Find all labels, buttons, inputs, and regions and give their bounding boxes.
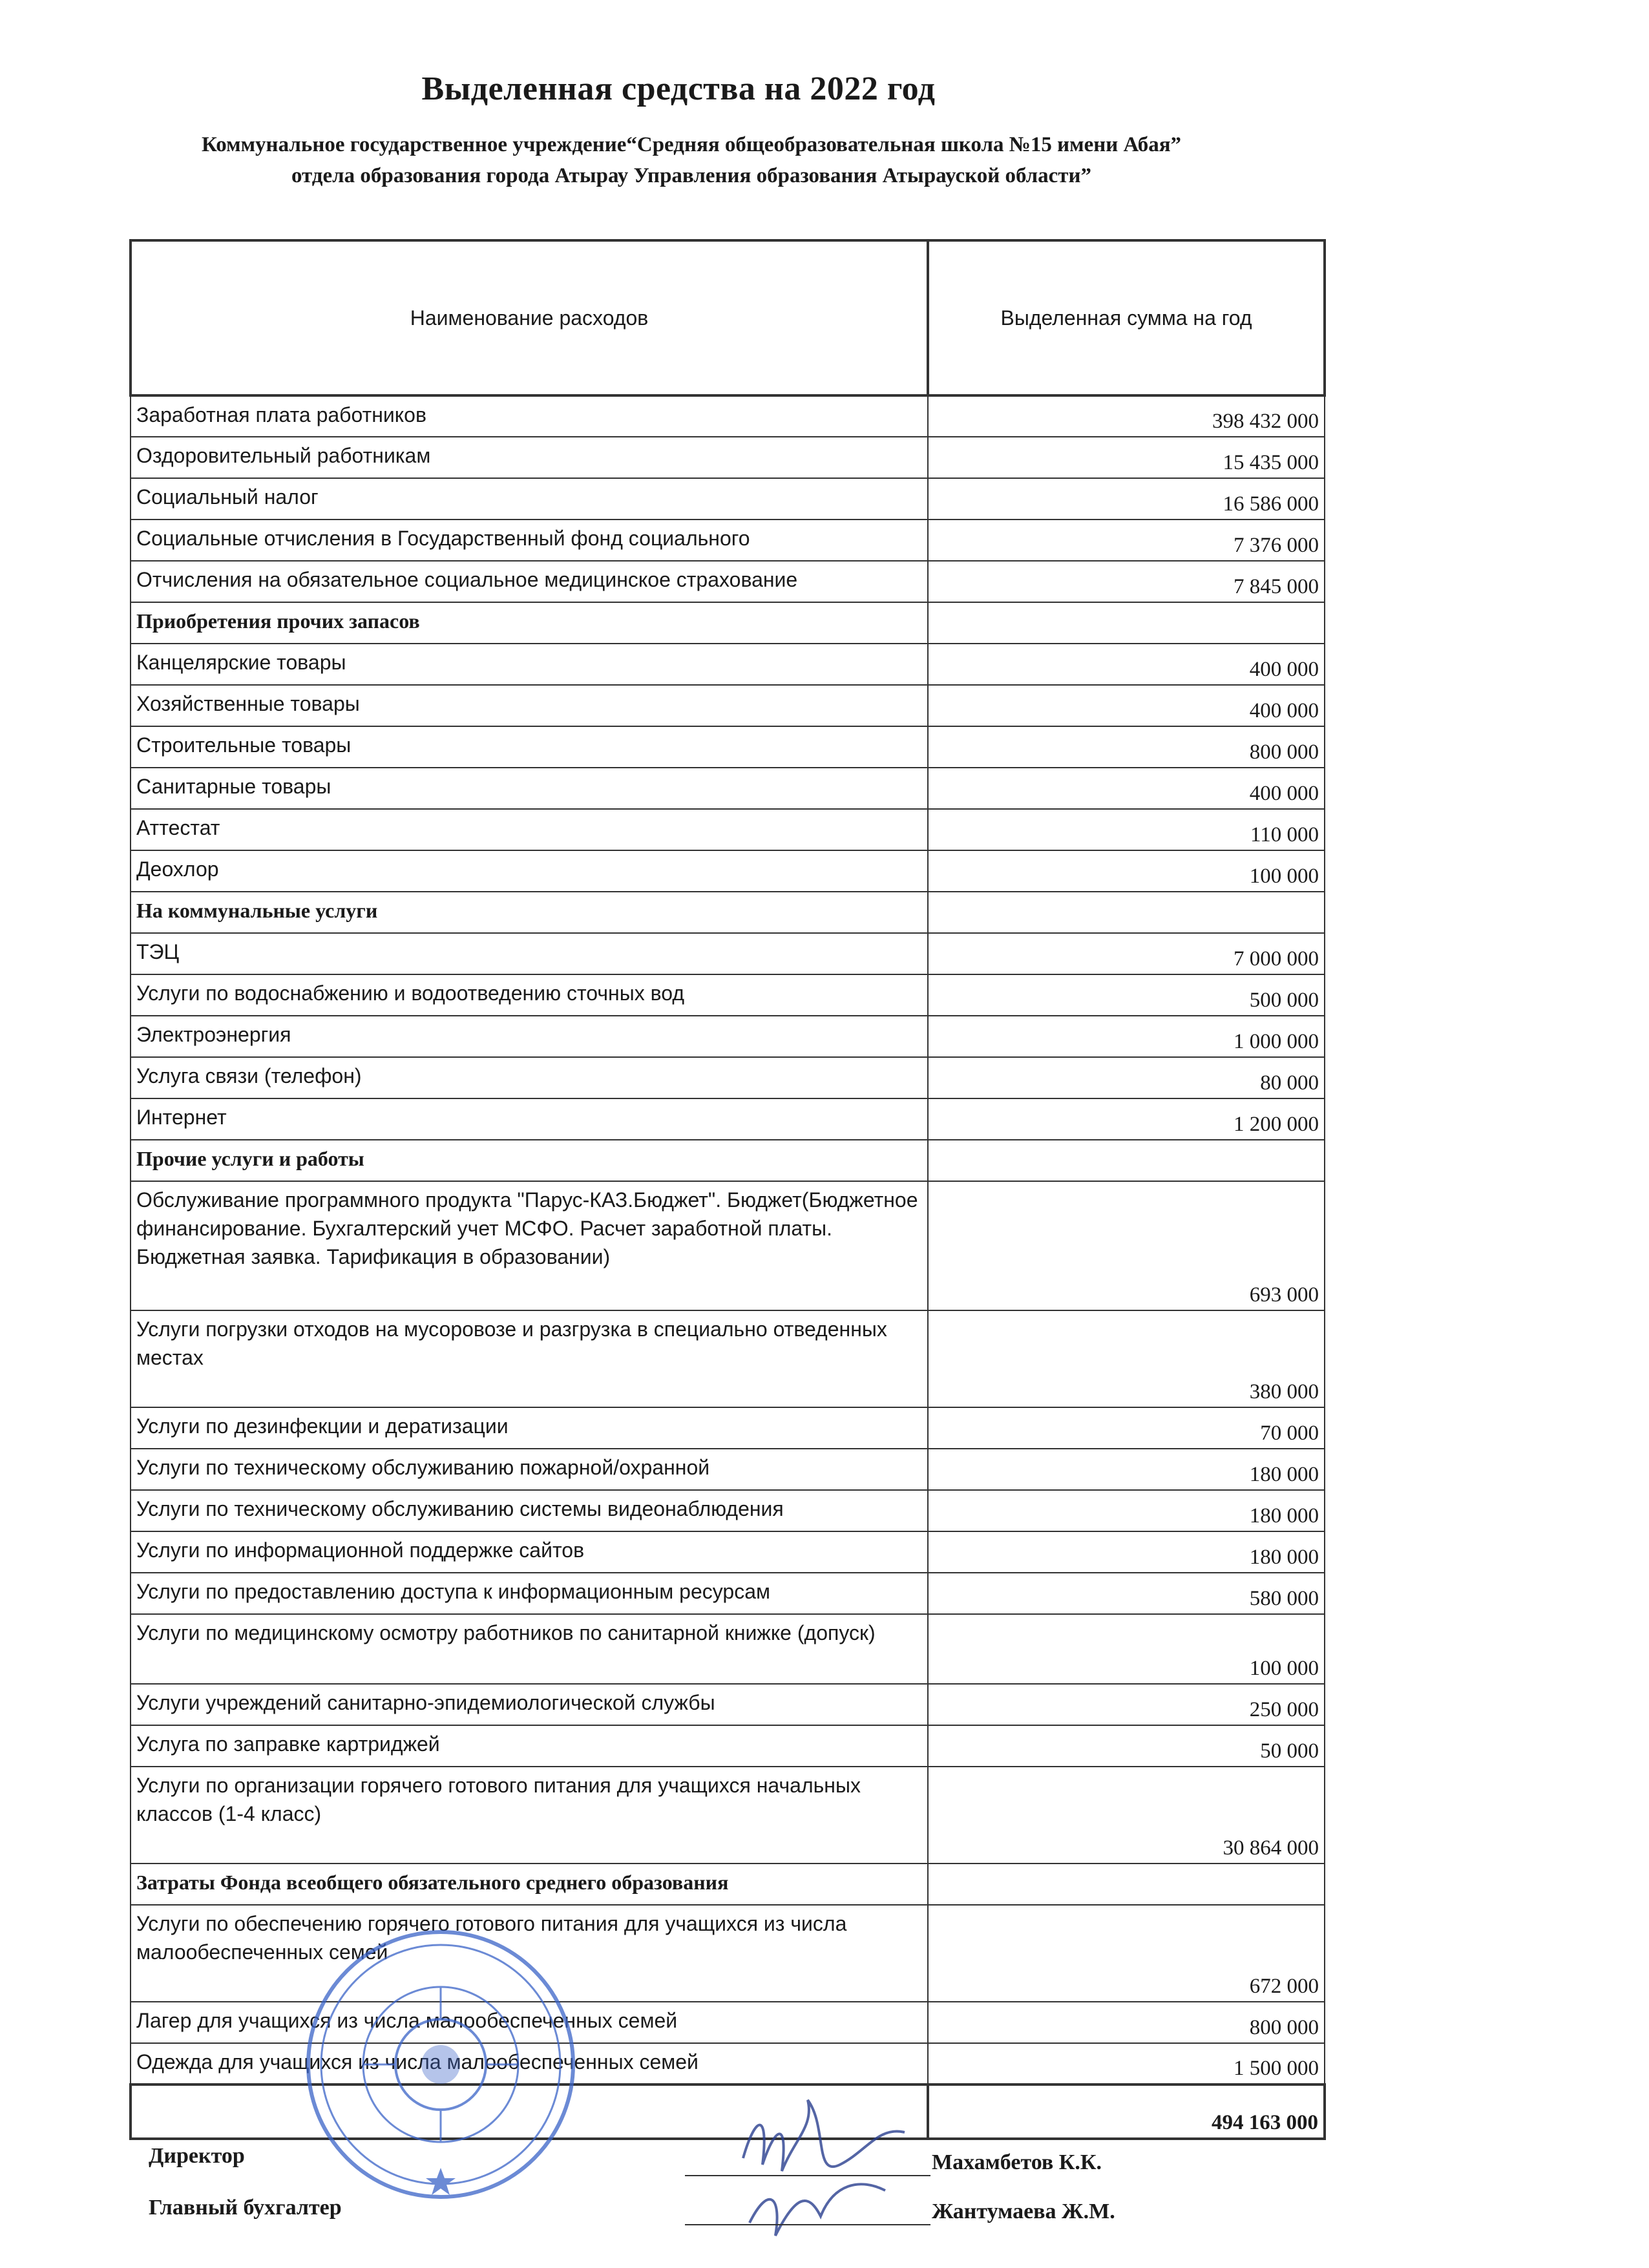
expense-name-cell: Услуги по организации горячего готового питания для учащихся начальных классов (1-4 класс) [131,1767,928,1864]
section-header-row [131,892,1325,933]
director-signature-line [685,2175,930,2176]
table-row [131,1181,1325,1310]
expense-name-cell: Услуга связи (телефон) [131,1057,928,1098]
expense-name-cell: Интернет [131,1098,928,1140]
expense-name-cell: Хозяйственные товары [131,685,928,726]
document-subtitle [84,129,1299,191]
expense-name-cell: Услуги по обеспечению горячего готового питания для учащихся из числа малообеспеченных семей [131,1905,928,2002]
expense-amount-cell: 800 000 [928,2002,1325,2043]
expense-amount-cell: 100 000 [928,1614,1325,1684]
expense-name-cell: Услуги по водоснабжению и водоотведению сточных вод [131,974,928,1016]
table-row [131,1057,1325,1098]
expense-name-cell: Электроэнергия [131,1016,928,1057]
table-row [131,768,1325,809]
expense-amount-cell: 70 000 [928,1407,1325,1449]
expense-amount-cell: 800 000 [928,726,1325,768]
chief-accountant-label: Главный бухгалтер [149,2196,342,2220]
expense-name-cell: Отчисления на обязательное социальное медицинское страхование [131,561,928,602]
expense-amount-cell: 110 000 [928,809,1325,850]
table-row [131,850,1325,892]
expense-name-cell: ТЭЦ [131,933,928,974]
expense-amount-cell: 100 000 [928,850,1325,892]
expense-name-cell: Социальные отчисления в Государственный фонд социального [131,520,928,561]
expense-amount-cell: 500 000 [928,974,1325,1016]
expense-amount-cell [928,1140,1325,1181]
table-row [131,1098,1325,1140]
expense-amount-cell: 16 586 000 [928,478,1325,520]
director-label: Директор [149,2144,245,2168]
expense-name-cell: Строительные товары [131,726,928,768]
table-row [131,933,1325,974]
table-row [131,478,1325,520]
table-row [131,1310,1325,1407]
header-expense-name: Наименование расходов [131,240,928,395]
table-row [131,1684,1325,1725]
expense-table [129,239,1326,2140]
expense-amount-cell: 1 200 000 [928,1098,1325,1140]
chief-accountant-signature-line [685,2224,930,2225]
table-row [131,1725,1325,1767]
table-row [131,974,1325,1016]
table-header-row [131,240,1325,395]
expense-amount-cell: 250 000 [928,1684,1325,1725]
expense-name-cell: Аттестат [131,809,928,850]
table-row [131,685,1325,726]
expense-name-cell: Услуги по информационной поддержке сайтов [131,1531,928,1573]
chief-accountant-name: Жантумаева Ж.М. [932,2200,1115,2223]
expense-amount-cell: 7 000 000 [928,933,1325,974]
table-row [131,395,1325,437]
expense-amount-cell: 398 432 000 [928,395,1325,437]
expense-amount-cell: 30 864 000 [928,1767,1325,1864]
expense-name-cell: Лагер для учащихся из числа малообеспеченных семей [131,2002,928,2043]
table-row [131,1767,1325,1864]
table-row [131,1449,1325,1490]
expense-amount-cell: 380 000 [928,1310,1325,1407]
table-row [131,726,1325,768]
expense-name-cell: Одежда для учащихся из числа малообеспеченных семей [131,2043,928,2084]
expense-name-cell: Социальный налог [131,478,928,520]
expense-amount-cell: 693 000 [928,1181,1325,1310]
expense-name-cell: Услуги по техническому обслуживанию пожарной/охранной [131,1449,928,1490]
expense-name-cell: Оздоровительный работникам [131,437,928,478]
table-row [131,1573,1325,1614]
table-row [131,1531,1325,1573]
expense-name-cell: Услуга по заправке картриджей [131,1725,928,1767]
expense-name-cell: Услуги учреждений санитарно-эпидемиологической службы [131,1684,928,1725]
table-row [131,1407,1325,1449]
expense-name-cell: Заработная плата работников [131,395,928,437]
expense-name-cell: Услуги погрузки отходов на мусоровозе и разгрузка в специально отведенных местах [131,1310,928,1407]
expense-name-cell: Обслуживание программного продукта "Парус-КАЗ.Бюджет". Бюджет(Бюджетное финансирование. Бухгалтерский учет МСФО. Расчет заработной платы. Бюджетная заявка. Тарификация в образовании) [131,1181,928,1310]
expense-name-cell: Услуги по медицинскому осмотру работников по санитарной книжке (допуск) [131,1614,928,1684]
expense-amount-cell: 1 500 000 [928,2043,1325,2084]
expense-name-cell: Деохлор [131,850,928,892]
table-row [131,437,1325,478]
total-amount: 494 163 000 [928,2084,1325,2139]
expense-amount-cell: 180 000 [928,1449,1325,1490]
expense-amount-cell: 180 000 [928,1531,1325,1573]
director-name: Махамбетов К.К. [932,2150,1102,2174]
expense-name-cell: Прочие услуги и работы [131,1140,928,1181]
table-body [131,395,1325,2084]
header-annual-amount: Выделенная сумма на год [928,240,1325,395]
table-row [131,520,1325,561]
expense-amount-cell: 80 000 [928,1057,1325,1098]
expense-amount-cell [928,1864,1325,1905]
expense-amount-cell: 15 435 000 [928,437,1325,478]
subtitle-line-2: отдела образования города Атырау Управления образования Атырауской области” [291,164,1092,187]
expense-amount-cell: 7 376 000 [928,520,1325,561]
table-row [131,809,1325,850]
document-title: Выделенная средства на 2022 год [421,70,936,107]
expense-name-cell: Услуги по дезинфекции и дератизации [131,1407,928,1449]
expense-amount-cell [928,892,1325,933]
expense-amount-cell: 400 000 [928,644,1325,685]
section-header-row [131,1140,1325,1181]
expense-name-cell: На коммунальные услуги [131,892,928,933]
table-row [131,1016,1325,1057]
section-header-row [131,602,1325,644]
expense-name-cell: Санитарные товары [131,768,928,809]
expense-amount-cell: 400 000 [928,685,1325,726]
expense-amount-cell: 580 000 [928,1573,1325,1614]
table-row [131,1614,1325,1684]
subtitle-line-1: Коммунальное государственное учреждение“Средняя общеобразовательная школа №15 имени Абая” [201,133,1182,156]
table-row [131,644,1325,685]
expense-amount-cell: 50 000 [928,1725,1325,1767]
expense-amount-cell: 400 000 [928,768,1325,809]
expense-name-cell: Услуги по техническому обслуживанию системы видеонаблюдения [131,1490,928,1531]
official-seal-stamp [299,1922,583,2207]
expense-name-cell: Канцелярские товары [131,644,928,685]
table-row [131,1490,1325,1531]
expense-amount-cell [928,602,1325,644]
expense-amount-cell: 7 845 000 [928,561,1325,602]
section-header-row [131,1864,1325,1905]
expense-amount-cell: 180 000 [928,1490,1325,1531]
expense-name-cell: Услуги по предоставлению доступа к информационным ресурсам [131,1573,928,1614]
expense-amount-cell: 1 000 000 [928,1016,1325,1057]
expense-name-cell: Затраты Фонда всеобщего обязательного среднего образования [131,1864,928,1905]
expense-name-cell: Приобретения прочих запасов [131,602,928,644]
expense-amount-cell: 672 000 [928,1905,1325,2002]
table-row [131,561,1325,602]
